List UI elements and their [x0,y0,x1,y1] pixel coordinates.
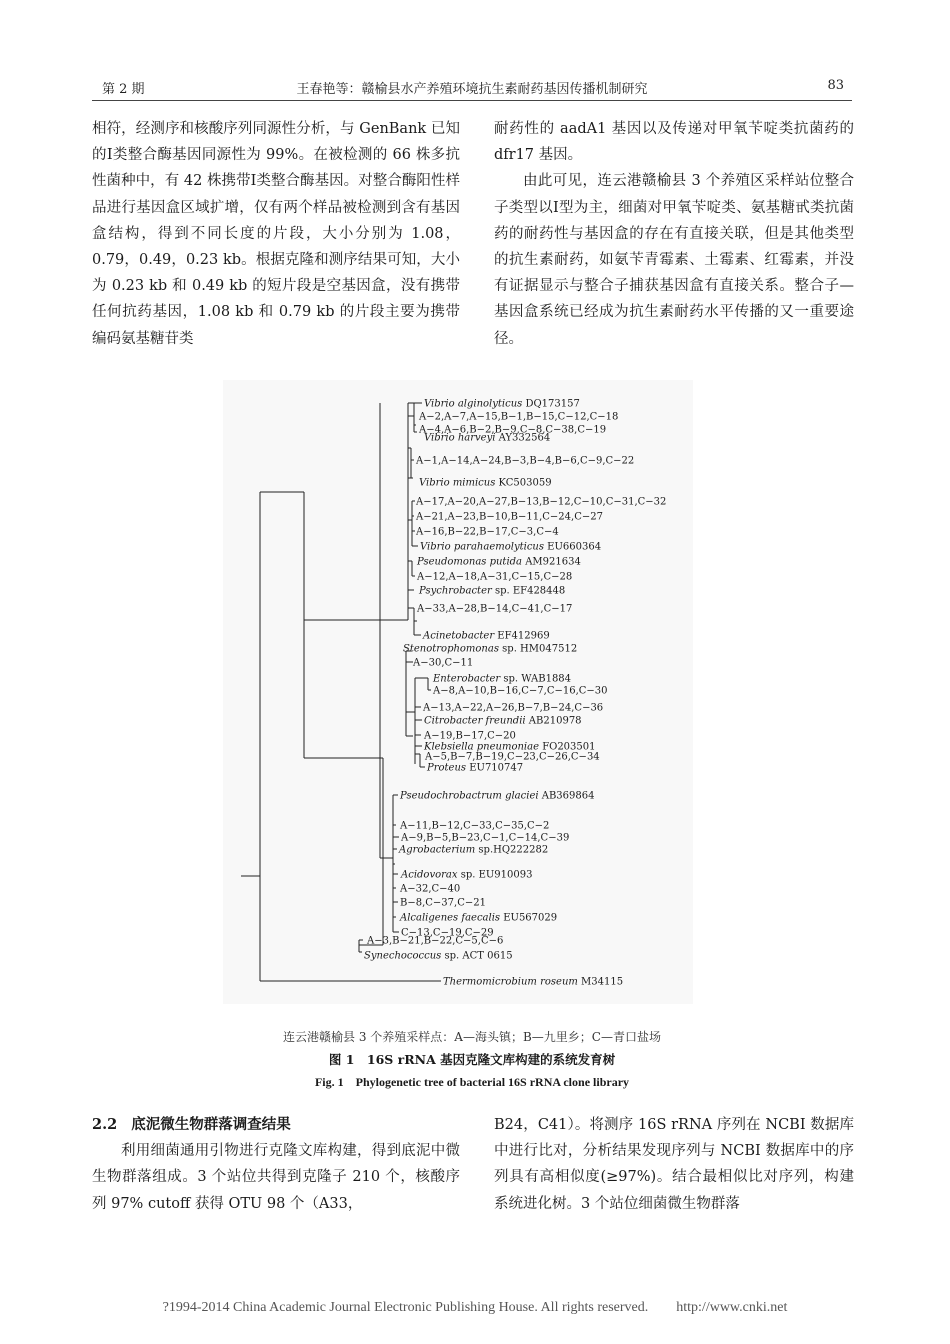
taxon-accession: DQ173157 [525,398,580,410]
taxon-name: Enterobacter [433,673,504,685]
figure-caption-chinese: 图 1 16S rRNA 基因克隆文库构建的系统发育树 [328,1052,616,1067]
taxon-accession: A−13,A−22,A−26,B−7,B−24,C−36 [423,702,604,714]
taxon-name: Synechococcus [364,950,445,962]
taxon-name: Pseudomonas putida [417,556,526,568]
body-paragraph: B24，C41）。将测序 16S rRNA 序列在 NCBI 数据库中进行比对，分析结果发现序列与 NCBI 数据库中的序列具有高相似度(≥97%)。结合最相似比对序列，构建系统进化树。3 个站位细菌微生物群落 [494,1117,854,1212]
taxon-accession: A−19,B−17,C−20 [424,730,516,742]
taxon-name: Alcaligenes faecalis [400,912,504,924]
taxon-accession: A−4,A−6,B−2,B−9,C−8,C−38,C−19 [419,424,607,436]
taxon-name: Agrobacterium [399,844,479,856]
tree-leaf-label [400,898,486,909]
taxon-accession: B−8,C−37,C−21 [400,897,486,909]
taxon-accession: sp. HM047512 [502,643,578,655]
tree-leaf-label [416,557,581,568]
taxon-accession: A−9,B−5,B−23,C−1,C−14,C−39 [401,832,570,844]
tree-leaf-label [426,763,523,774]
taxon-accession: sp.HQ222282 [478,844,549,856]
running-header [92,78,852,100]
issue-number: 第 2 期 [102,82,145,97]
tree-leaf-label [443,977,623,988]
taxon-accession: A−11,B−12,C−33,C−35,C−2 [400,820,550,832]
taxon-accession: A−32,C−40 [400,883,461,895]
taxon-accession: AM921634 [525,556,581,568]
taxon-accession: sp. WAB1884 [503,673,572,685]
tree-leaf-label [398,845,548,856]
taxon-accession: EU567029 [503,912,558,924]
taxon-name: Pseudochrobactrum glaciei [400,790,542,802]
taxon-name: Vibrio harveyi [424,432,499,444]
tree-leaf-label [424,433,550,444]
tree-leaf-label [403,644,577,655]
tree-leaf-label [416,572,572,583]
tree-leaf-label [422,703,603,714]
taxon-name: Proteus [427,762,470,774]
bottom-left-column [92,1112,460,1217]
taxon-accession: A−17,A−20,A−27,B−13,B−12,C−10,C−31,C−32 [416,496,667,508]
taxon-accession: A−1,A−14,A−24,B−3,B−4,B−6,C−9,C−22 [416,455,635,467]
taxon-name: Acidovorax [401,869,461,881]
tree-leaf-label [399,821,549,832]
taxon-accession: C−13,C−19,C−29 [401,927,494,939]
taxon-accession: A−3,B−21,B−22,C−5,C−6 [367,935,504,947]
top-left-column [92,116,460,352]
tree-leaf-label [415,527,559,538]
tree-leaf-label [400,833,569,844]
taxon-accession: sp. EU910093 [460,869,533,881]
tree-leaf-label [399,884,460,895]
figure-caption-english: Fig. 1 Phylogenetic tree of bacterial 16S rRNA clone library [314,1075,630,1089]
tree-leaf-label [424,752,600,763]
tree-leaf-label [422,631,550,642]
taxon-accession: FO203501 [542,741,596,753]
tree-leaf-label [424,399,580,410]
tree-leaf-label [418,586,565,597]
tree-leaf-label [364,951,513,962]
taxon-accession: EF412969 [497,630,550,642]
tree-leaf-label [399,913,557,924]
taxon-accession: A−33,A−28,B−14,C−41,C−17 [417,603,573,615]
taxon-accession: A−12,A−18,A−31,C−15,C−28 [417,571,573,583]
tree-leaf-label [432,674,571,685]
phylogenetic-tree [223,380,693,1004]
top-right-column [494,116,854,352]
taxon-name: Thermomicrobium roseum [443,976,582,988]
tree-leaf-label [420,542,601,553]
tree-leaf-label [423,731,516,742]
tree-leaf-label [424,716,582,727]
tree-leaf-label [419,478,552,489]
bottom-right-column [494,1112,854,1217]
tree-leaf-label [399,791,594,802]
taxon-name: Vibrio alginolyticus [424,398,526,410]
tree-leaf-label [418,412,618,423]
section-title: 底泥微生物群落调查结果 [131,1116,291,1133]
taxon-accession: A−5,B−7,B−19,C−23,C−26,C−34 [425,751,600,763]
taxon-accession: EU660364 [547,541,602,553]
taxon-accession: A−2,A−7,A−15,B−1,B−15,C−12,C−18 [419,411,619,423]
taxon-accession: A−21,A−23,B−10,B−11,C−24,C−27 [416,511,603,523]
taxon-accession: A−30,C−11 [413,657,474,669]
running-title: 王春艳等：赣榆县水产养殖环境抗生素耐药基因传播机制研究 [296,82,648,97]
tree-leaf-label [366,936,503,947]
section-number: 2.2 [92,1116,118,1133]
taxon-name: Stenotrophomonas [403,643,503,655]
taxon-accession: sp. ACT 0615 [444,950,513,962]
tree-leaf-label [412,658,473,669]
copyright-footer: ?1994-2014 China Academic Journal Electronic Publishing House. All rights reserved. http://www.cnki.net [162,1300,788,1315]
taxon-accession: sp. EF428448 [494,585,566,597]
taxon-accession: A−8,A−10,B−16,C−7,C−16,C−30 [433,685,608,697]
taxon-name: Citrobacter freundii [424,715,529,727]
tree-leaf-label [415,456,634,467]
body-paragraph: 由此可见，连云港赣榆县 3 个养殖区采样站位整合子类型以Ⅰ型为主，细菌对甲氧苄啶类、氨基糖甙类抗菌药的耐药性与基因盒的存在有直接关联，但是其他类型的抗生素耐药，如氨苄青霉素、土霉素、红霉素，并没有证据显示与整合子捕获基因盒有直接关系。整合子—基因盒系统已经成为抗生素耐药水平传播的又一重要途径。 [494,173,854,347]
body-paragraph: 相符，经测序和核酸序列同源性分析，与 GenBank 已知的Ⅰ类整合酶基因同源性为 99%。在被检测的 66 株多抗性菌种中，有 42 株携带Ⅰ类整合酶基因。对整合酶阳性样品进行基因盒区域扩增，仅有两个样品被检测到含有基因盒结构，得到不同长度的片段，大小分别为 1.08，0.79，0.49，0.23 kb。根据克隆和测序结果可知，大小为 0.23 kb 和 0.49 kb 的短片段是空基因盒，没有携带任何抗药基因，1.08 kb 和 0.79 kb 的片段主要为携带编码氨基糖苷类 [92,121,460,347]
taxon-accession: AB210978 [528,715,582,727]
taxon-accession: A−16,B−22,B−17,C−3,C−4 [416,526,559,538]
tree-leaf-label [416,604,572,615]
tree-leaf-label [400,870,532,881]
header-rule [92,100,852,101]
body-paragraph: 利用细菌通用引物进行克隆文库构建，得到底泥中微生物群落组成。3 个站位共得到克隆子 210 个，核酸序列 97% cutoff 获得 OTU 98 个（A33， [92,1143,460,1212]
phylogenetic-tree-figure [223,380,693,1004]
figure-caption-note: 连云港赣榆县 3 个养殖采样点：A—海头镇；B—九里乡；C—青口盐场 [283,1030,661,1044]
taxon-name: Acinetobacter [423,630,498,642]
taxon-name: Klebsiella pneumoniae [424,741,543,753]
tree-leaf-label [415,512,603,523]
tree-leaf-label [415,497,666,508]
taxon-accession: KC503059 [498,477,552,489]
body-paragraph: 耐药性的 aadA1 基因以及传递对甲氧苄啶类抗菌药的 dfr17 基因。 [494,121,854,164]
taxon-accession: AB369864 [541,790,595,802]
page-number: 83 [827,78,844,93]
taxon-accession: AY332564 [498,432,551,444]
taxon-name: Vibrio mimicus [419,477,499,489]
tree-leaf-label [432,686,608,697]
taxon-accession: EU710747 [469,762,524,774]
taxon-name: Vibrio parahaemolyticus [420,541,548,553]
section-heading [92,1112,460,1138]
taxon-name: Psychrobacter [419,585,495,597]
taxon-accession: M34115 [581,976,624,988]
